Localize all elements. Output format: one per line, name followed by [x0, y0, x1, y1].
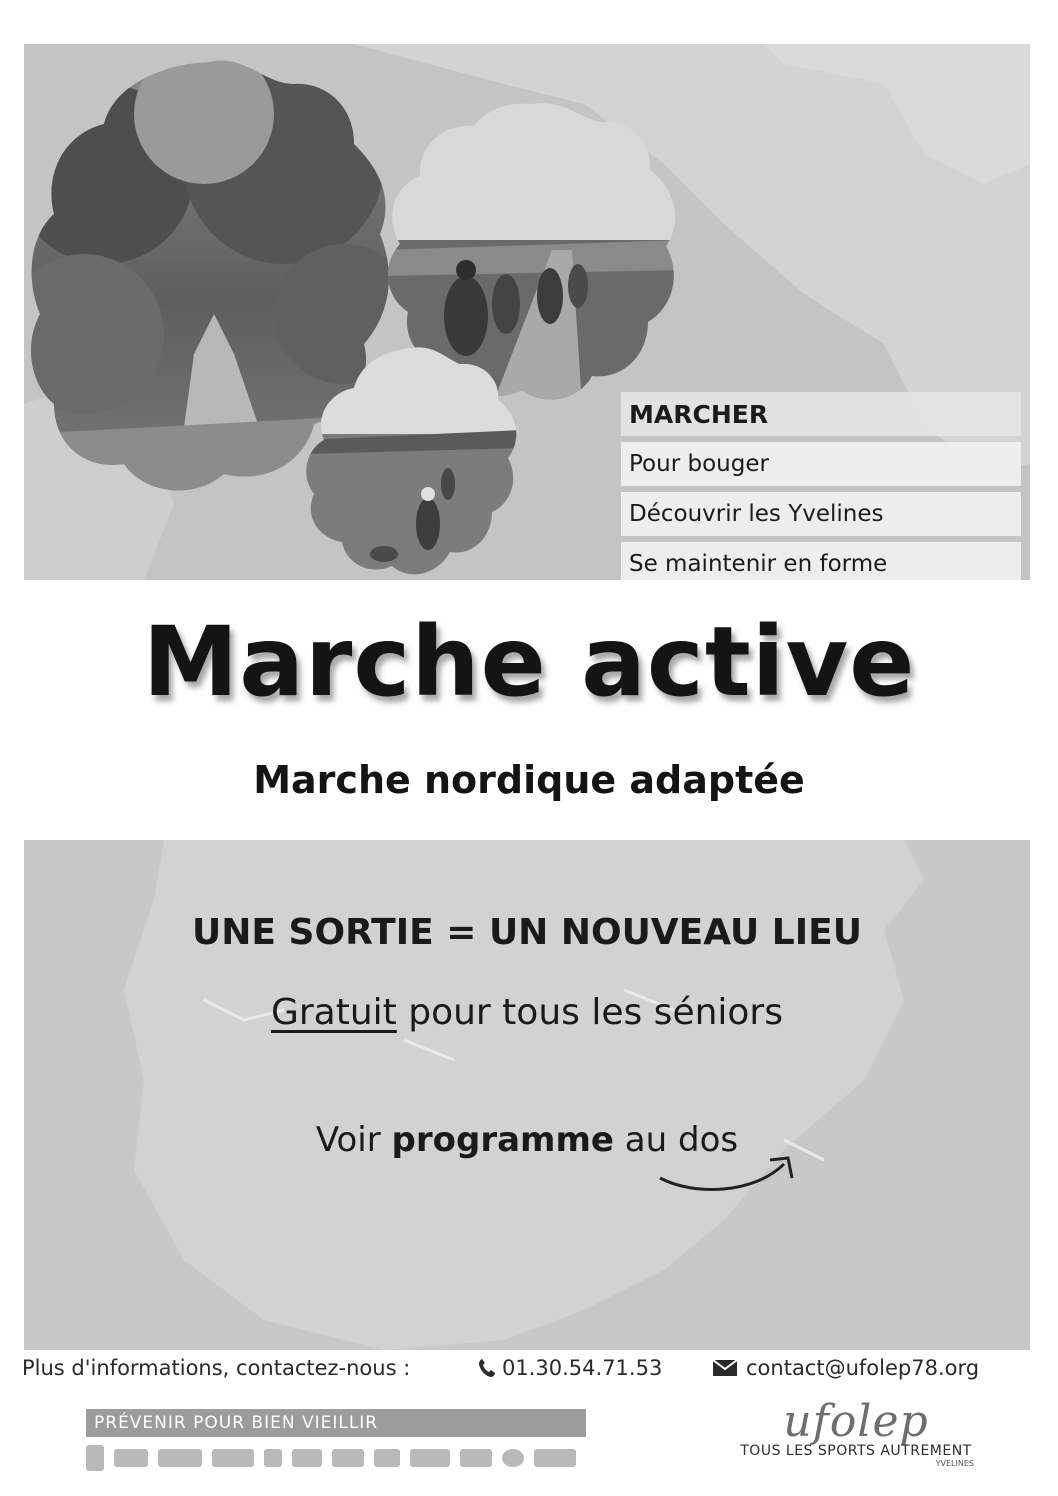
free-rest: pour tous les séniors — [396, 992, 783, 1033]
curved-arrow-icon — [654, 1140, 804, 1200]
partner-logo — [86, 1445, 104, 1471]
phone-number[interactable]: 01.30.54.71.53 — [502, 1356, 663, 1380]
slogan: UNE SORTIE = UN NOUVEAU LIEU — [192, 912, 862, 953]
page-title: Marche active — [142, 606, 916, 718]
program-pre: Voir — [315, 1120, 392, 1160]
ufolep-logo — [726, 1396, 986, 1468]
partner-logo — [410, 1449, 450, 1467]
ufolep-wordmark: ufolep — [783, 1396, 929, 1447]
ufolep-department: YVELINES — [935, 1459, 974, 1468]
partner-logo — [374, 1449, 400, 1467]
top-photo-band — [24, 44, 1030, 580]
grass-field-photo — [304, 344, 522, 580]
partner-logo — [114, 1449, 148, 1467]
marcher-heading: MARCHER — [621, 392, 1021, 436]
envelope-icon — [712, 1359, 738, 1377]
partner-logo — [332, 1449, 364, 1467]
partner-logo — [502, 1449, 524, 1467]
info-band — [24, 840, 1030, 1350]
marcher-item: Pour bouger — [621, 442, 1021, 486]
program-post: au dos — [613, 1120, 739, 1160]
contact-line — [22, 1352, 1032, 1386]
phone-icon — [478, 1358, 496, 1378]
marcher-item: Se maintenir en forme — [621, 542, 1021, 580]
partner-logo — [534, 1449, 576, 1467]
partner-logo — [292, 1449, 322, 1467]
contact-label: Plus d'informations, contactez-nous : — [22, 1356, 411, 1380]
program-bold: programme — [391, 1120, 614, 1160]
marcher-item: Découvrir les Yvelines — [621, 492, 1021, 536]
page-subtitle: Marche nordique adaptée — [253, 758, 805, 802]
partner-logo — [264, 1449, 282, 1467]
phone-contact[interactable] — [478, 1356, 662, 1380]
email-contact[interactable] — [712, 1356, 979, 1380]
program-text — [24, 1120, 1030, 1160]
email-address[interactable]: contact@ufolep78.org — [746, 1356, 980, 1380]
free-word: Gratuit — [270, 992, 397, 1033]
partner-logo — [460, 1449, 492, 1467]
prevent-banner: PRÉVENIR POUR BIEN VIEILLIR — [86, 1409, 586, 1437]
partner-logo — [212, 1449, 254, 1467]
marcher-list — [621, 392, 1021, 580]
ufolep-tagline: TOUS LES SPORTS AUTREMENT — [740, 1443, 972, 1459]
free-text — [24, 992, 1030, 1033]
partner-logo — [158, 1449, 202, 1467]
partner-logos — [86, 1440, 586, 1476]
